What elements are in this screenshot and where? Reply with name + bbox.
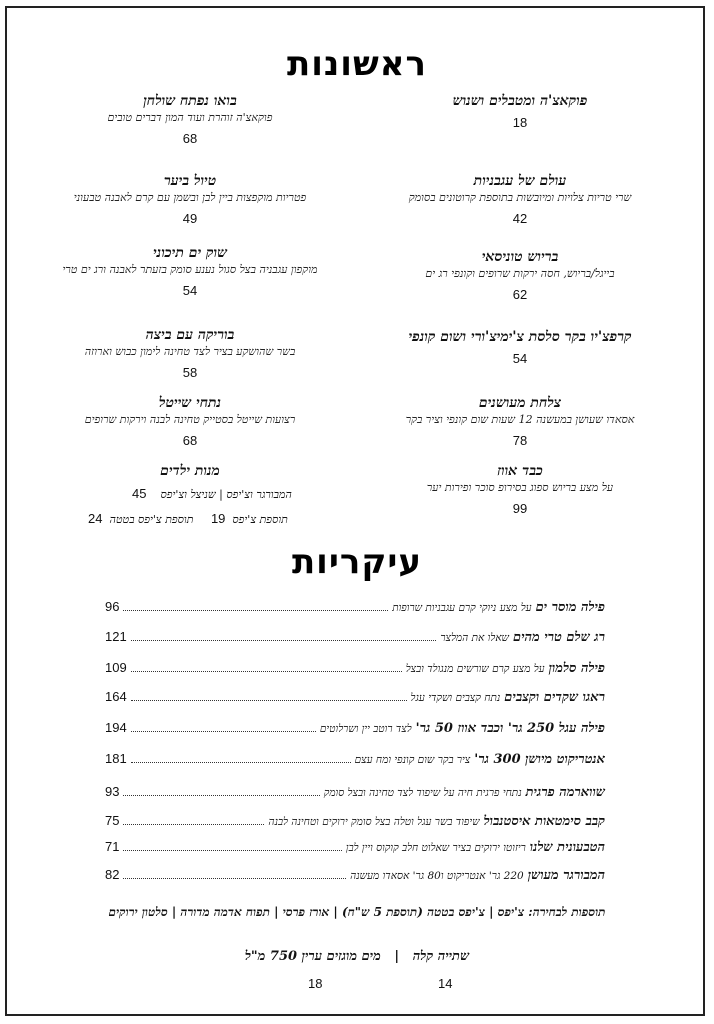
dot-leader [123, 838, 341, 851]
dot-leader [131, 750, 351, 763]
item-price: 42 [512, 211, 528, 226]
main-desc: על מצע ניוקי קרם עגבניות שרופות [392, 602, 532, 614]
kids-line-1-text: המבורגר וצ'יפס | שניצל וצ'יפס [160, 488, 292, 501]
starter-item [40, 172, 340, 228]
item-price: 54 [182, 283, 198, 298]
starter-item [40, 326, 340, 382]
sides-line: תוספות לבחירה: צ'יפס | צ'יפס בטטה (תוספת 5 ש"ח) | אורז פרסי | תפוח אדמה מדורה | סלטון ירוקים [108, 905, 606, 919]
mains-title: עיקריות [291, 542, 423, 582]
main-row [105, 628, 605, 648]
item-price: 58 [182, 365, 198, 380]
starter-item [370, 328, 670, 368]
main-desc: נתח קצבים ושקדי עגל [410, 692, 501, 704]
item-desc: אסאדו שעושן במעשנה 12 שעות שום קונפי וציר בקר [405, 413, 635, 426]
item-name: נתחי שייטל [158, 395, 222, 411]
main-name: אנטריקוט מיושן 300 גר' [474, 752, 605, 767]
main-price: 164 [105, 689, 127, 704]
item-price: 68 [182, 433, 198, 448]
item-name: שוק ים תיכוני [153, 245, 227, 261]
main-desc: לצד רוטב יין ושרלוטים [319, 723, 412, 735]
main-name: שווארמה פרגית [525, 785, 605, 800]
main-price: 181 [105, 751, 127, 766]
item-price: 68 [182, 131, 198, 146]
dot-leader [123, 598, 388, 611]
main-name: פילה עגל 250 גר' וכבד אווז 50 גר' [415, 721, 605, 736]
item-desc: על מצע בריוש ספוג בסירופ סוכר ופירות יער [426, 481, 614, 494]
item-name: בואו נפתח שולחן [143, 93, 237, 109]
item-name: כבד אווז [497, 463, 543, 479]
main-row [105, 783, 605, 803]
item-name: עולם של עגבניות [473, 173, 567, 189]
main-price: 96 [105, 599, 120, 614]
kids-line-2b-price: 24 [88, 511, 103, 526]
main-name: פילה מוסר ים [535, 600, 605, 615]
main-desc: שיפוד בשר עגל וטלה בצל סומק ירוקים וטחינה לבנה [268, 816, 480, 828]
item-name: בוריקה עם ביצה [145, 327, 235, 343]
drinks-line [0, 948, 714, 964]
item-desc: פוקאצ'ה זוהרת ועוד המון דברים טובים [107, 111, 273, 124]
main-name: המבורגר מעושן [527, 868, 605, 883]
item-name: פוקאצ'ה ומטבלים ושנוש [452, 93, 588, 109]
drink-coffee: שתייה קלה [412, 949, 470, 964]
main-row [105, 866, 605, 886]
main-price: 82 [105, 867, 120, 882]
dot-leader [131, 628, 437, 641]
main-name: פילה סלמון [548, 661, 605, 676]
kids-line-1 [132, 486, 292, 501]
item-desc: מוקפון עגבניה בצל סגול נענע סומק בזעתר לאבנה ורג ים טרי [62, 263, 318, 276]
starter-item [40, 244, 340, 300]
main-price: 93 [105, 784, 120, 799]
item-desc: פטריות מוקפצות ביין לבן ובשמן עם קרם לאבנה טבעוני [73, 191, 307, 204]
item-name: טיול ביער [163, 173, 217, 189]
main-row [105, 750, 605, 770]
main-price: 194 [105, 720, 127, 735]
main-desc: נתחי פרגית חיה על שיפוד לצד טחינה ובצל סומק [323, 787, 522, 799]
kids-menu-title: מנות ילדים [160, 463, 220, 479]
kids-line-2 [88, 511, 288, 526]
main-price: 121 [105, 629, 127, 644]
main-price: 71 [105, 839, 120, 854]
main-row [105, 598, 605, 618]
main-price: 109 [105, 660, 127, 675]
item-desc: רצועות שייטל בסטייק טחינה לבנה וירקות שרופים [84, 413, 296, 426]
item-price: 99 [512, 501, 528, 516]
kids-line-1-price: 45 [132, 486, 147, 501]
drink-coffee-price: 18 [308, 976, 323, 991]
dot-leader [131, 688, 407, 701]
item-desc: בשר שהושקע בציר לצד טחינה לימון כבוש וארוזה [84, 345, 296, 358]
item-price: 54 [512, 351, 528, 366]
drinks-separator: | [394, 949, 400, 964]
starters-title: ראשונות [287, 44, 427, 84]
dot-leader [131, 659, 402, 672]
kids-line-2a-price: 19 [210, 511, 226, 526]
item-desc: שרי טריות צלויות ומיובשות בתוספת קרוטונים בסומק [408, 191, 632, 204]
main-desc: ריזוטו ירוקים בציר שאלוט חלב קוקוס ויין לבן [345, 842, 526, 854]
starter-item [370, 462, 670, 518]
main-desc: ציר בקר שום קונפי ומח עצם [354, 754, 471, 766]
main-price: 75 [105, 813, 120, 828]
item-name: קרפצ'יו בקר סלסת צ'ימיצ'ורי ושום קונפי [408, 329, 632, 345]
main-desc: שאלו את המלצר [440, 632, 509, 644]
dot-leader [123, 866, 346, 879]
main-row [105, 659, 605, 679]
starter-item [370, 92, 670, 132]
kids-menu [40, 462, 340, 480]
main-row [105, 688, 605, 708]
item-name: צלחת מעושנים [478, 395, 562, 411]
item-price: 62 [512, 287, 528, 302]
dot-leader [131, 719, 316, 732]
drink-water-price: 14 [438, 976, 453, 991]
starter-item [40, 92, 340, 148]
item-desc: בייגל/בריוש, חסה ירקות שרופים וקונפי רג ים [425, 267, 615, 280]
drink-water: מים מוגזים ערין 750 מ"ל [244, 949, 381, 964]
kids-line-2a-text: תוספת צ'יפס [232, 513, 288, 526]
main-name: קבב סימטאות איסטנבול [483, 814, 605, 829]
main-name: רג שלם טרי מהים [512, 630, 605, 645]
starter-item [40, 394, 340, 450]
main-desc: על מצע קרם שורשים מנגולד ובצל [405, 663, 545, 675]
item-name: בריוש טוניסאי [481, 249, 559, 265]
item-price: 18 [512, 115, 528, 130]
item-price: 78 [512, 433, 528, 448]
main-row [105, 812, 605, 832]
dot-leader [123, 812, 264, 825]
item-price: 49 [182, 211, 198, 226]
kids-line-2b-text: תוספת צ'יפס בטטה [109, 513, 194, 526]
main-name: הטבעונית שלנו [529, 840, 605, 855]
starter-item [370, 172, 670, 228]
main-desc: 220 גר' אנטריקוט ו80 גר' אסאדו מעשנה [350, 870, 524, 882]
starter-item [370, 394, 670, 450]
main-row [105, 838, 605, 858]
dot-leader [123, 783, 319, 796]
main-row [105, 719, 605, 739]
main-name: ראגו שקדים וקצבים [504, 690, 605, 705]
starter-item [370, 248, 670, 304]
